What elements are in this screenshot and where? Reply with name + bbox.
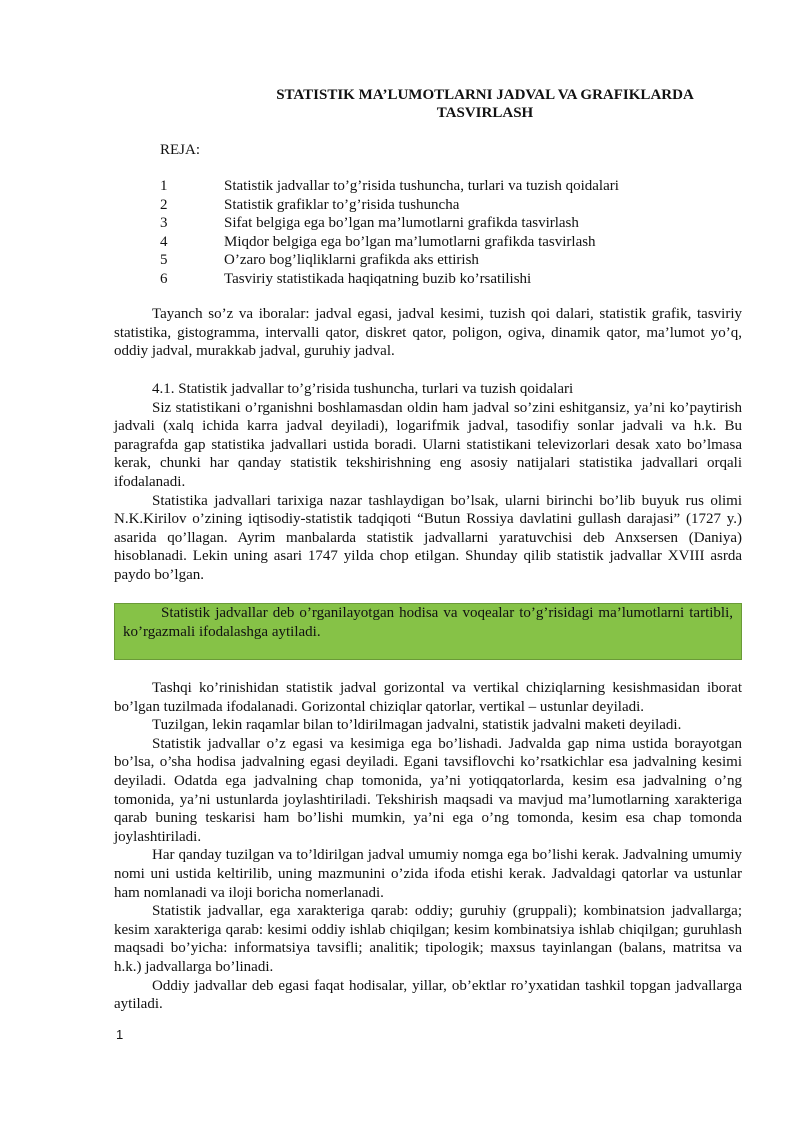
definition-callout (114, 603, 742, 660)
body-paragraph: Siz statistikani o’rganishni boshlamasdan oldin ham jadval so’zini eshitgansiz, ya’ni ko’paytirish jadvali (xalq ichida karra jadval deyiladi), logarifmik jadval, tasodifiy sonlar jadvali va h.k. Bu paragrafda gap statistika jadvallari ustida boradi. Ularni statistikani televizorlari desak xato bo’lmasa kerak, chunki har qanday statistik tekshirishning eng asosiy natijalari statistika jadvallari orqali ifodalanadi. (114, 399, 742, 490)
body-paragraph: Statistik jadvallar, ega xarakteriga qarab: oddiy; guruhiy (gruppali); kombinatsion jadvallarga; kesim xarakteriga qarab: kesimi oddiy ishlab chiqilgan; kesim kombinatsiya ishlab chiqilgan; guruhlash maqsadi bo’yicha: informatsiya tavsifli; analitik; tipologik; maxsus tayinlangan (balans, matritsa va h.k.) jadvallarga bo’linadi. (114, 903, 742, 975)
plan-heading: REJA: (160, 142, 201, 158)
plan-item-text: Statistik jadvallar to’g’risida tushuncha, turlari va tuzish qoidalari (224, 178, 619, 194)
plan-item (160, 270, 619, 289)
plan-item-number: 1 (160, 178, 168, 194)
keywords-block (114, 305, 742, 361)
definition-text: Statistik jadvallar deb o’rganilayotgan hodisa va voqealar to’g’risidagi ma’lumotlarni tartibli, ko’rgazmali ifodalashga aytiladi. (123, 605, 733, 640)
plan-item-number: 5 (160, 252, 168, 269)
section-heading: 4.1. Statistik jadvallar to’g’risida tushuncha, turlari va tuzish qoidalari (152, 381, 574, 397)
title-line-2: TASVIRLASH (436, 105, 534, 121)
plan-item-text: Tasviriy statistikada haqiqatning buzib ko’rsatilishi (224, 270, 532, 287)
plan-item-text: O’zaro bog’liqliklarni grafikda aks ettirish (224, 252, 479, 269)
body-paragraph: Har qanday tuzilgan va to’ldirilgan jadval umumiy nomga ega bo’lishi kerak. Jadvalning umumiy nomi uni ustida keltirilib, uning mazmunini o’zida ifoda etishi kerak. Jadvaldagi qatorlar va ustunlar ham nomlanadi va iloji boricha nomerlanadi. (114, 847, 742, 901)
plan-list (160, 177, 619, 289)
plan-item-number: 3 (160, 215, 168, 232)
plan-item (160, 196, 619, 215)
plan-item (160, 251, 619, 270)
title-line-1: STATISTIK MA’LUMOTLARNI JADVAL VA GRAFIKLARDA (276, 87, 694, 103)
page-title (170, 86, 800, 122)
body-paragraph: Tashqi ko’rinishidan statistik jadval gorizontal va vertikal chiziqlarning kesishmasidan iborat bo’lgan tuzilmada ifodalanadi. Gorizontal chiziqlar qatorlar, vertikal – ustunlar deyiladi. (114, 680, 742, 715)
section-body-1 (114, 380, 742, 585)
plan-item-number: 6 (160, 270, 168, 287)
plan-item-text: Miqdor belgiga ega bo’lgan ma’lumotlarni grafikda tasvirlash (224, 233, 596, 250)
plan-item (160, 177, 619, 196)
plan-item-number: 4 (160, 233, 168, 250)
plan-item-text: Statistik grafiklar to’g’risida tushuncha (224, 196, 460, 213)
body-paragraph: Tuzilgan, lekin raqamlar bilan to’ldirilmagan jadvalni, statistik jadvalni maketi deyiladi. (152, 717, 682, 734)
plan-item (160, 214, 619, 233)
keywords-paragraph: Tayanch so’z va iboralar: jadval egasi, jadval kesimi, tuzish qoi dalari, statistik grafik, tasviriy statistika, gistogramma, intervalli qator, diskret qator, poligon, ogiva, dinamik qator, ma’lumot yo’q, oddiy jadval, murakkab jadval, guruhiy jadval. (114, 306, 742, 360)
body-paragraph: Statistika jadvallari tarixiga nazar tashlaydigan bo’lsak, ularni birinchi bo’lib buyuk rus olimi N.K.Kirilov o’zining iqtisodiy-statistik tadqiqoti “Butun Rossiya davlatini gullash darajasi” (1727 y.) asarida qo’llagan. Ayrim manbalarda statistik jadvallarni yaratuvchisi deb Anxsersen (Daniya) hisoblanadi. Lekin uning asari 1747 yilda chop etilgan. Shunday qilib statistik jadvallar XVIII asrda paydo bo’lgan. (114, 492, 742, 583)
body-paragraph: Oddiy jadvallar deb egasi faqat hodisalar, yillar, ob’ektlar ro’yxatidan tashkil topgan jadvallarga aytiladi. (114, 977, 742, 1013)
plan-item (160, 233, 619, 252)
plan-item-text: Sifat belgiga ega bo’lgan ma’lumotlarni grafikda tasvirlash (224, 215, 579, 232)
body-paragraph: Statistik jadvallar o’z egasi va kesimiga ega bo’lishadi. Jadvalda gap nima ustida borayotgan bo’lsa, o’sha hodisa jadvalning egasi deyiladi. Egani tavsiflovchi ko’rsatkichlar esa jadvalning kesimi deyiladi. Odatda ega jadvalning chap tomonida, ya’ni yotiqqatorlarda, kesim esa jadvalning o’ng tomonida, ya’ni ustunlarda joylashtiriladi. Tekshirish maqsadi va mavjud ma’lumotlarning xarakteriga qarab buning teskarisi ham bo’lishi mumkin, ya’ni ega o’ng tomonda, kesim esa chap tomonda joylashtiriladi. (114, 735, 742, 845)
plan-item-number: 2 (160, 196, 168, 213)
section-body-2 (114, 679, 742, 1014)
page-number: 1 (116, 1027, 124, 1042)
